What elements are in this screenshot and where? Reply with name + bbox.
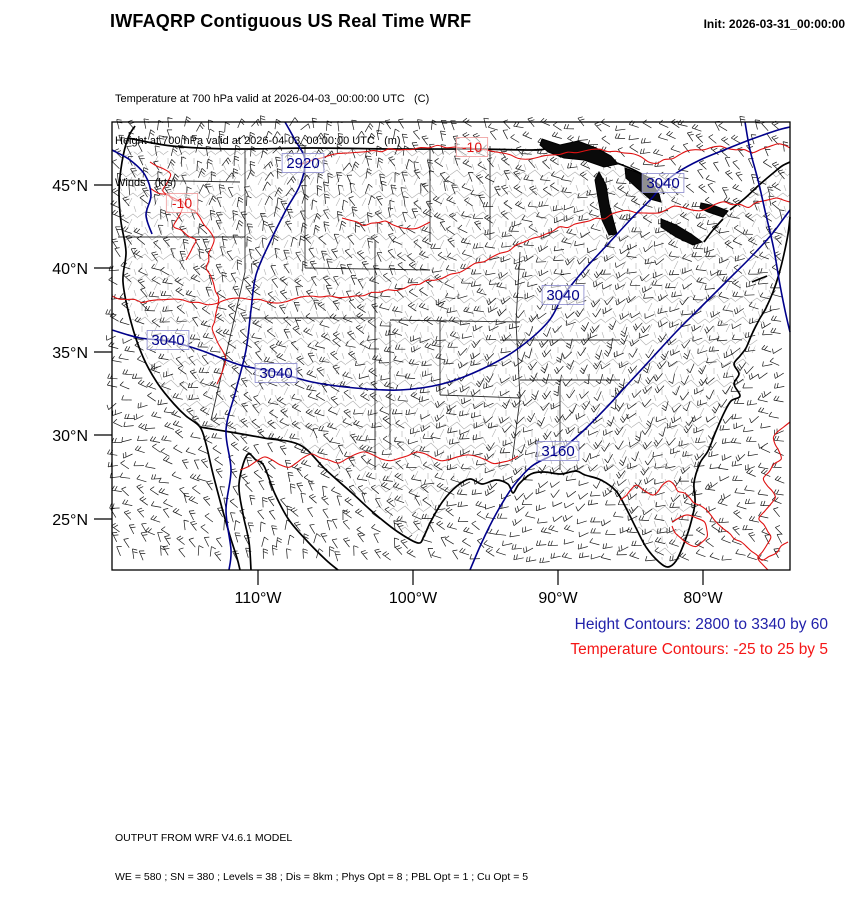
- lat-tick-label: 40°N: [52, 261, 88, 278]
- model-config-label: WE = 580 ; SN = 380 ; Levels = 38 ; Dis = 8km ; Phys Opt = 8 ; PBL Opt = 1 ; Cu Opt = 5: [115, 871, 529, 883]
- model-output-label: OUTPUT FROM WRF V4.6.1 MODEL: [115, 832, 293, 844]
- contour-label: -10: [171, 195, 193, 211]
- contour-legend: [570, 612, 828, 662]
- contour-label: 2920: [286, 155, 320, 172]
- contour-label: 3040: [151, 332, 185, 349]
- contour-label: 3160: [541, 443, 575, 460]
- lat-tick-label: 35°N: [52, 345, 88, 362]
- contour-label: 3040: [546, 287, 580, 304]
- lon-tick-label: 100°W: [388, 590, 438, 607]
- contour-label: 3040: [646, 175, 680, 192]
- lat-tick-label: 30°N: [52, 428, 88, 445]
- page-title: IWFAQRP Contiguous US Real Time WRF: [110, 11, 472, 31]
- contour-label: -10: [461, 139, 483, 155]
- lon-tick-label: 90°W: [538, 590, 578, 607]
- model-info: [115, 806, 528, 910]
- height-field-label: Height at 700 hPa valid at 2026-04-03_00:00:00 UTC (m): [115, 135, 401, 147]
- field-description: [115, 64, 429, 218]
- legend-height-label: Height Contours: 2800 to 3340 by 60: [574, 616, 828, 633]
- init-time-label: Init: 2026-03-31_00:00:00: [703, 17, 845, 31]
- winds-field-label: Winds (kts): [115, 177, 177, 189]
- contour-label: 3040: [259, 365, 293, 382]
- lat-tick-label: 45°N: [52, 178, 88, 195]
- lon-tick-label: 110°W: [234, 590, 282, 607]
- lat-tick-label: 25°N: [52, 512, 88, 529]
- temperature-field-label: Temperature at 700 hPa valid at 2026-04-03_00:00:00 UTC (C): [115, 93, 430, 105]
- temperature-contour: [758, 422, 790, 570]
- legend-temp-label: Temperature Contours: -25 to 25 by 5: [570, 641, 828, 658]
- lon-tick-label: 80°W: [683, 590, 723, 607]
